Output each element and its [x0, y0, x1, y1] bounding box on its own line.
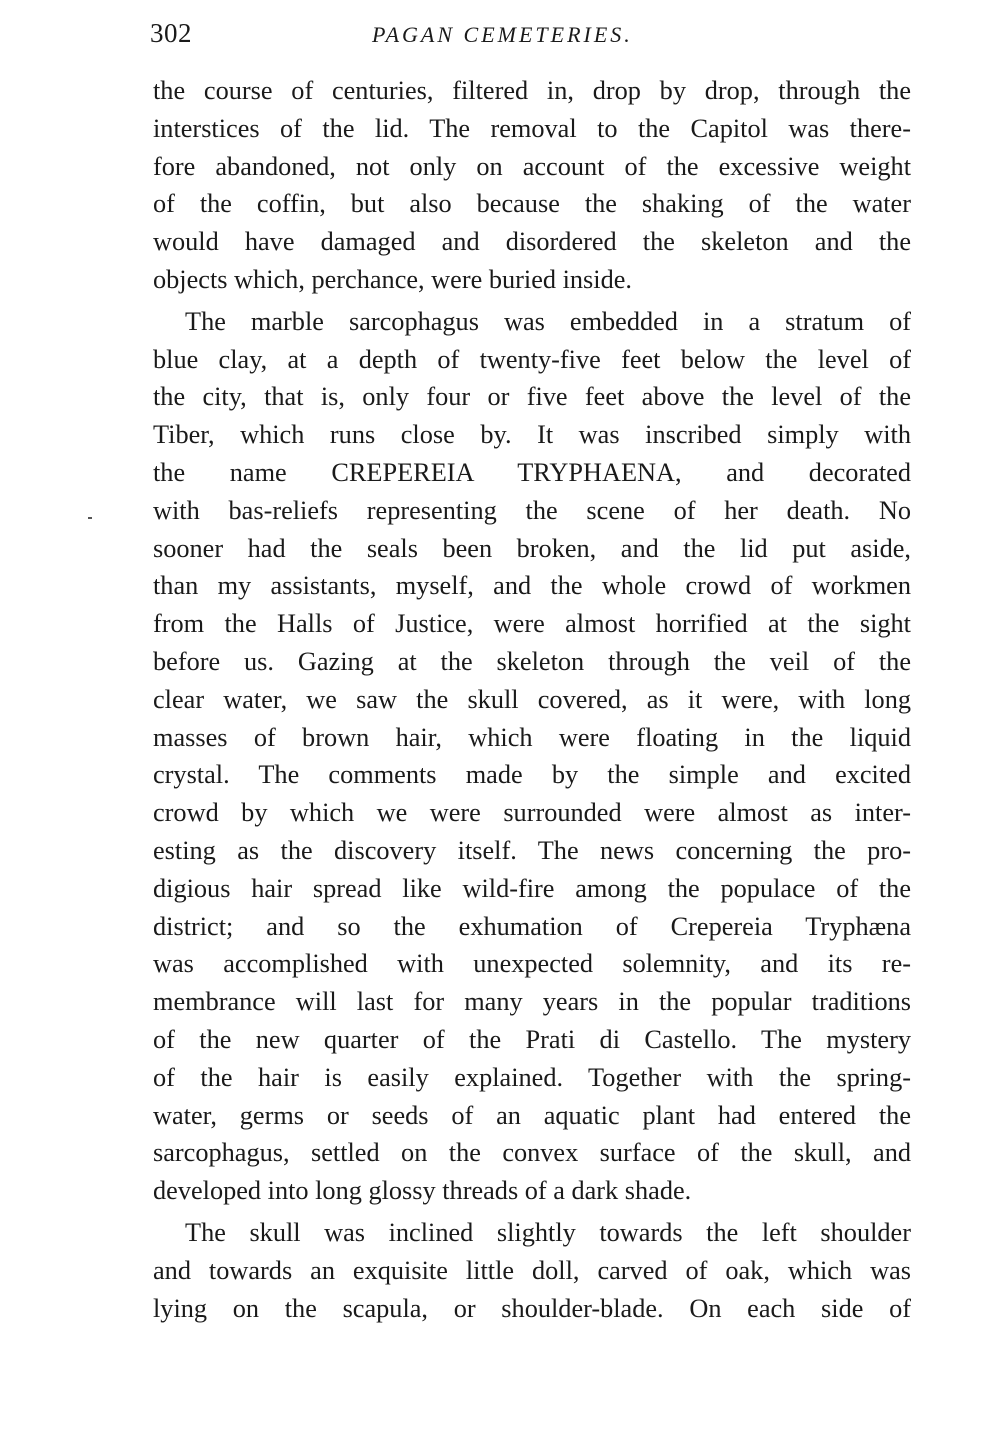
paragraph [153, 72, 911, 299]
text-line: lying on the scapula, or shoulder-blade. On each side of [153, 1293, 911, 1323]
text-line: esting as the discovery itself. The news concerning the pro- [153, 835, 911, 865]
text-line: of the new quarter of the Prati di Castello. The mystery [153, 1024, 911, 1054]
running-head: PAGAN CEMETERIES. [372, 22, 633, 47]
text-line: district; and so the exhumation of Crepereia Tryphæna [153, 911, 911, 941]
page-header [150, 18, 910, 58]
text-line: and towards an exquisite little doll, carved of oak, which was [153, 1255, 911, 1285]
body-text [153, 72, 911, 1327]
text-line: objects which, perchance, were buried inside. [153, 264, 632, 294]
text-line: The skull was inclined slightly towards the left shoulder [185, 1217, 911, 1247]
paragraph [153, 303, 911, 1210]
text-line: was accomplished with unexpected solemnity, and its re- [153, 949, 911, 979]
paragraph [153, 1214, 911, 1327]
text-line: crystal. The comments made by the simple and excited [153, 760, 911, 790]
text-line: the name CREPEREIA TRYPHAENA, and decorated [153, 457, 911, 487]
text-line: The marble sarcophagus was embedded in a stratum of [185, 306, 911, 336]
text-line: masses of brown hair, which were floating in the liquid [153, 722, 911, 752]
text-line: blue clay, at a depth of twenty-five feet below the level of [153, 344, 911, 374]
text-line: membrance will last for many years in the popular traditions [153, 987, 911, 1017]
text-line: from the Halls of Justice, were almost horrified at the sight [153, 609, 911, 639]
margin-mark [88, 517, 92, 519]
text-line: the course of centuries, filtered in, drop by drop, through the [153, 76, 911, 105]
text-line: crowd by which we were surrounded were almost as inter- [153, 798, 911, 828]
text-line: sarcophagus, settled on the convex surface of the skull, and [153, 1138, 911, 1168]
text-line: before us. Gazing at the skeleton through the veil of the [153, 646, 911, 676]
text-line: clear water, we saw the skull covered, as it were, with long [153, 684, 911, 714]
text-line: the city, that is, only four or five feet above the level of the [153, 382, 911, 412]
text-line: would have damaged and disordered the skeleton and the [153, 227, 911, 257]
text-line: with bas-reliefs representing the scene of her death. No [153, 495, 911, 525]
text-line: than my assistants, myself, and the whole crowd of workmen [153, 571, 911, 601]
text-line: interstices of the lid. The removal to the Capitol was there- [153, 113, 911, 143]
text-line: of the hair is easily explained. Together with the spring- [153, 1062, 911, 1092]
page-number: 302 [150, 18, 192, 48]
text-line: digious hair spread like wild-fire among the populace of the [153, 873, 911, 903]
text-line: sooner had the seals been broken, and the lid put aside, [153, 533, 911, 563]
text-line: water, germs or seeds of an aquatic plant had entered the [153, 1100, 911, 1130]
text-line: fore abandoned, not only on account of the excessive weight [153, 151, 911, 181]
text-line: developed into long glossy threads of a dark shade. [153, 1176, 692, 1206]
text-line: Tiber, which runs close by. It was inscribed simply with [153, 420, 911, 450]
text-line: of the coffin, but also because the shaking of the water [153, 189, 911, 219]
